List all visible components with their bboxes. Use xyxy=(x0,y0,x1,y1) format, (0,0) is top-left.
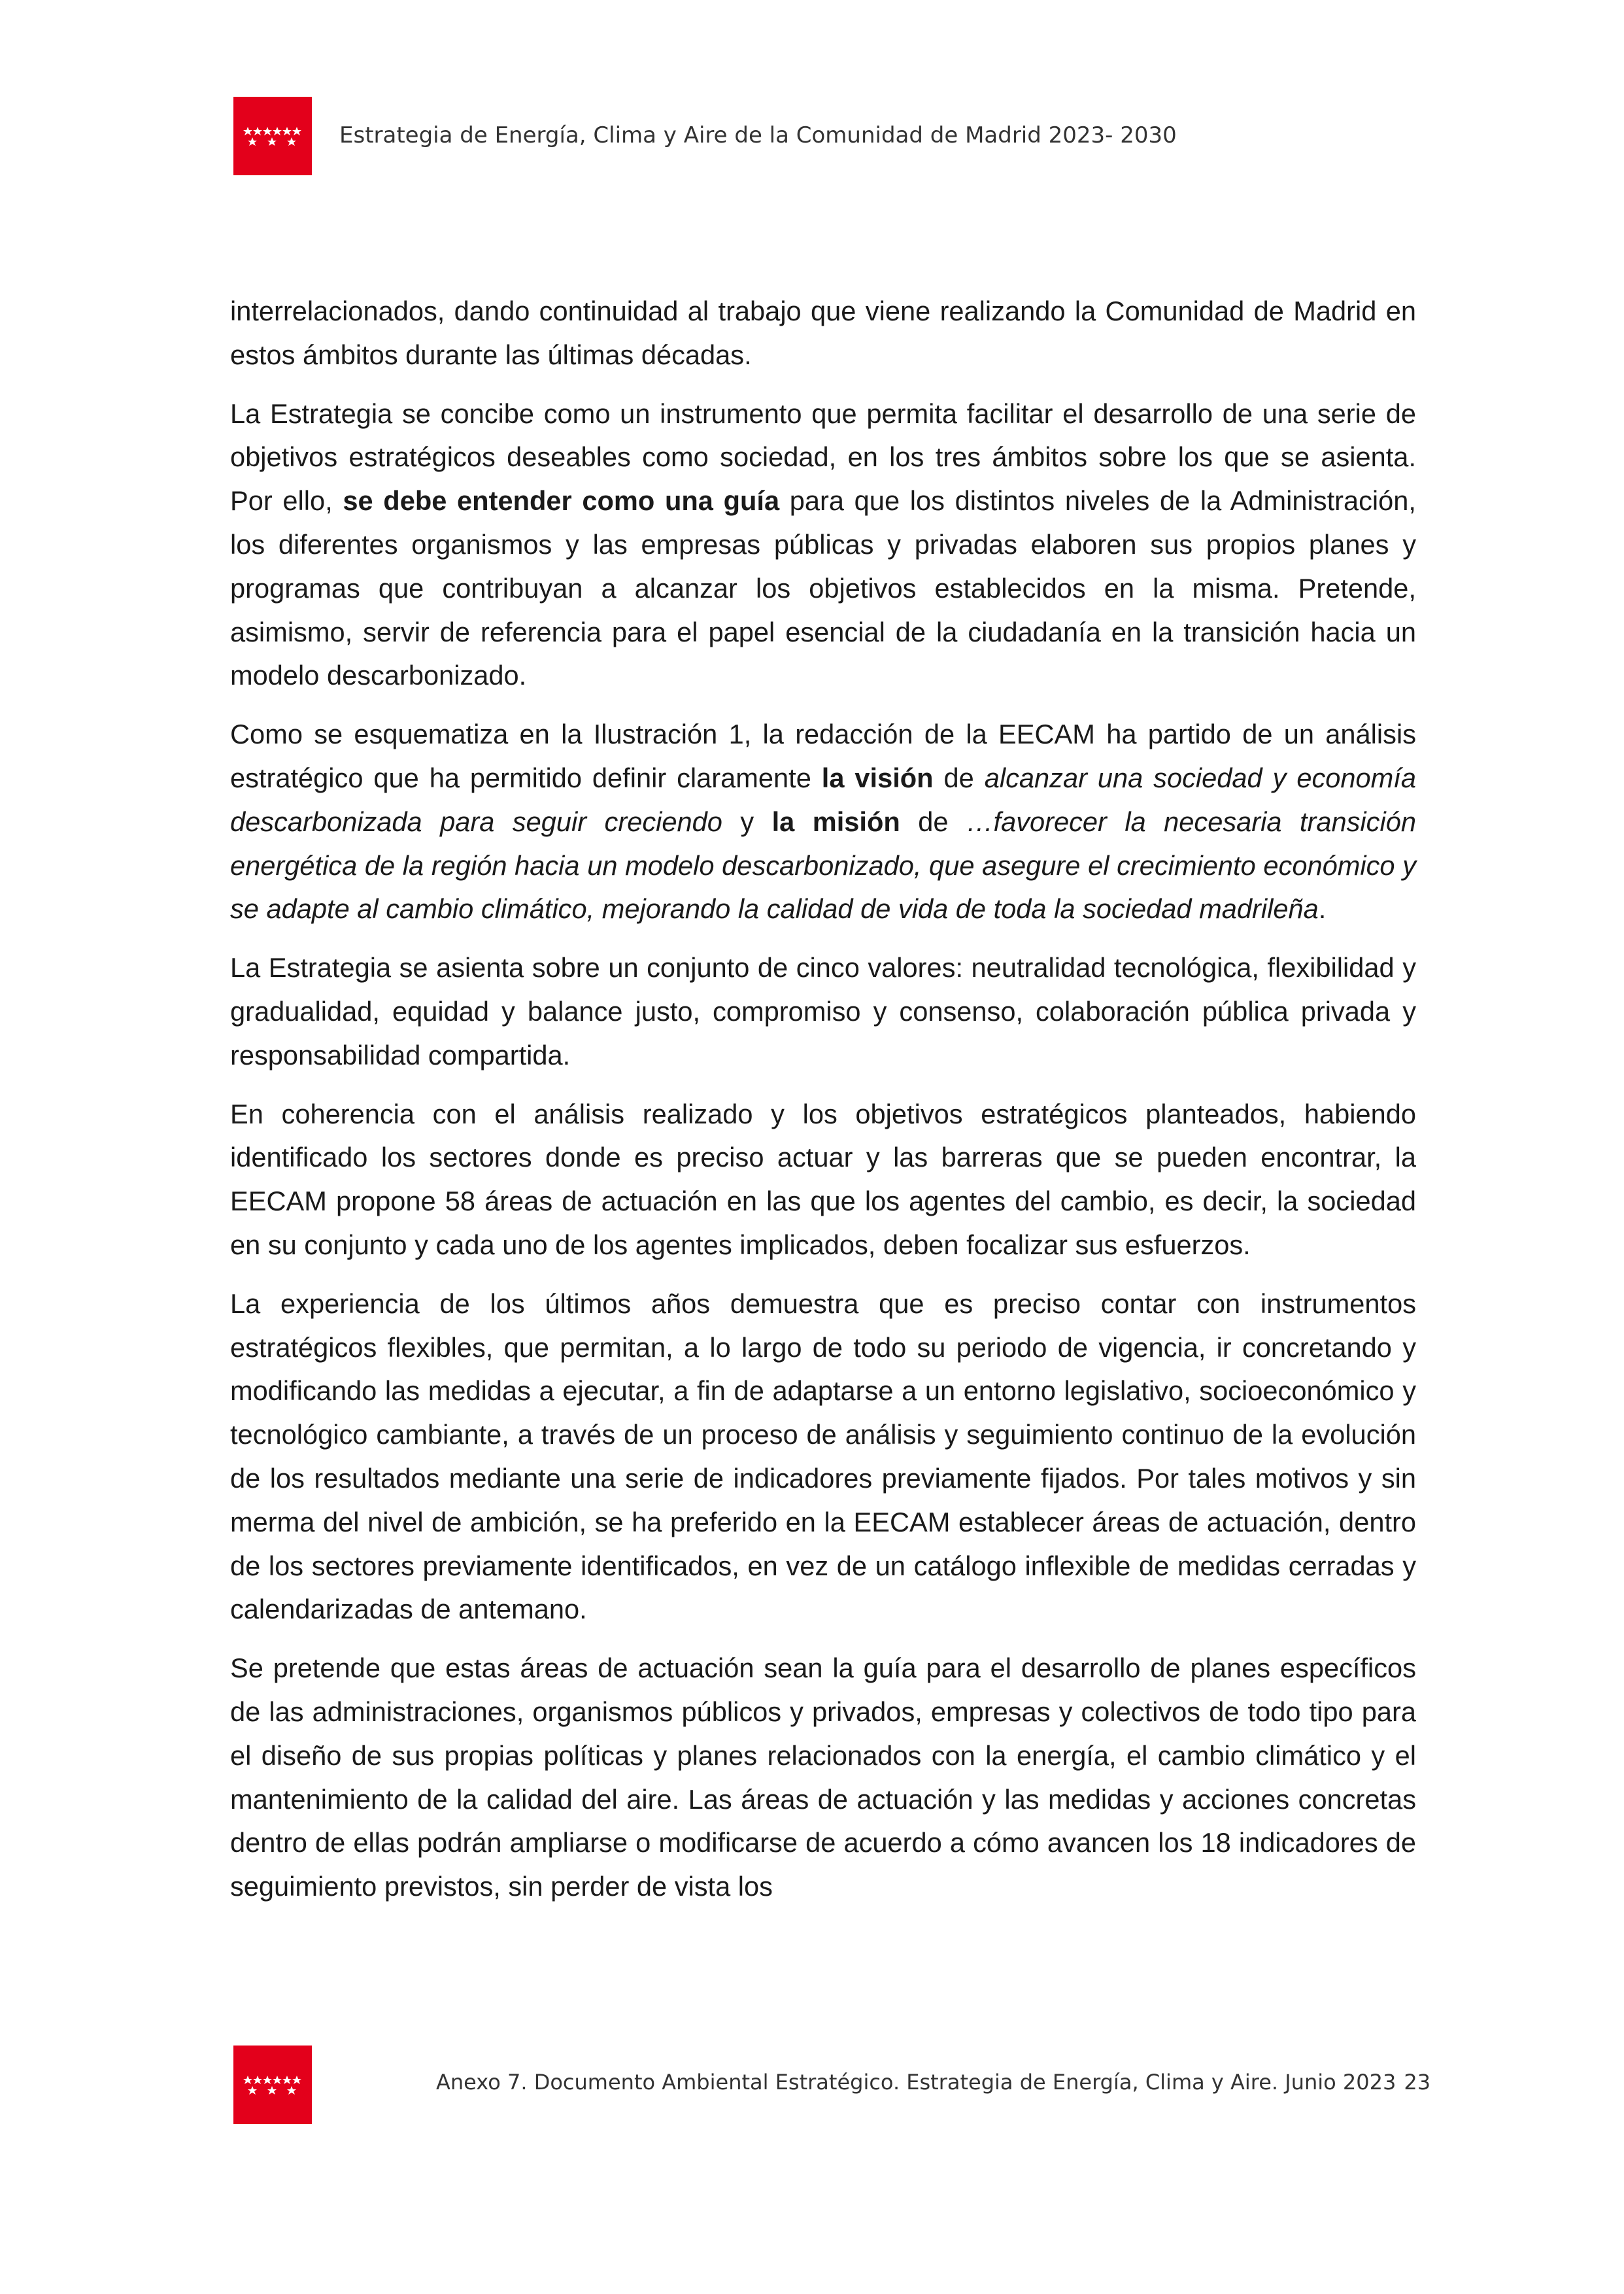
paragraph-3-text-g: de xyxy=(900,806,966,837)
document-footer xyxy=(436,2070,1430,2095)
paragraph-3-italic-vision: alcanzar una sociedad y economía descarbonizada para seguir creciendo xyxy=(230,762,1416,837)
paragraph-3-text-i: . xyxy=(1318,893,1327,925)
paragraph-7: Se pretende que estas áreas de actuación sean la guía para el desarrollo de planes específicos de las administraciones, organismos públicos y privados, empresas y colectivos de todo tipo para el diseño de sus propias políticas y planes relacionados con la energía, el cambio climático y el mantenimiento de la calidad del aire. Las áreas de actuación y las medidas y acciones concretas dentro de ellas podrán ampliarse o modificarse de acuerdo a cómo avancen los 18 indicadores de seguimiento previstos, sin perder de vista los xyxy=(230,1652,1416,1902)
paragraph-2 xyxy=(230,392,1416,698)
document-header-title: Estrategia de Energía, Clima y Aire de la Comunidad de Madrid 2023- 2030 xyxy=(339,122,1177,148)
paragraph-2-text-a: La Estrategia se concibe como un instrumento que permita facilitar el desarrollo de una serie de objetivos estratégicos deseables como sociedad, en los tres ámbitos sobre los que se asienta. Por ello, xyxy=(230,398,1416,517)
paragraph-5: En coherencia con el análisis realizado y los objetivos estratégicos planteados, habiendo identificado los sectores donde es preciso actuar y las barreras que se pueden encontrar, la EECAM propone 58 áreas de actuación en las que los agentes del cambio, es decir, la sociedad en su conjunto y cada uno de los agentes implicados, deben focalizar sus esfuerzos. xyxy=(230,1098,1416,1260)
paragraph-2-bold-guia: se debe entender como una guía xyxy=(343,485,780,517)
document-body xyxy=(230,290,1416,1924)
footer-caption: Anexo 7. Documento Ambiental Estratégico. Estrategia de Energía, Clima y Aire. Junio 2023 xyxy=(436,2070,1396,2095)
paragraph-3-text-c: de xyxy=(933,762,985,793)
paragraph-1: interrelacionados, dando continuidad al trabajo que viene realizando la Comunidad de Madrid en estos ámbitos durante las últimas décadas. xyxy=(230,296,1416,370)
page-number: 23 xyxy=(1404,2070,1431,2095)
paragraph-6: La experiencia de los últimos años demuestra que es preciso contar con instrumentos estratégicos flexibles, que permitan, a lo largo de todo su periodo de vigencia, ir concretando y modificando las medidas a ejecutar, a fin de adaptarse a un entorno legislativo, socioeconómico y tecnológico cambiante, a través de un proceso de análisis y seguimiento continuo de la evolución de los resultados mediante una serie de indicadores previamente fijados. Por tales motivos y sin merma del nivel de ambición, se ha preferido en la EECAM establecer áreas de actuación, dentro de los sectores previamente identificados, en vez de un catálogo inflexible de medidas cerradas y calendarizadas de antemano. xyxy=(230,1288,1416,1625)
paragraph-3-text-a: Como se esquematiza en la Ilustración 1, la redacción de la EECAM ha partido de un análisis estratégico que ha permitido definir claramente xyxy=(230,719,1416,793)
comunidad-madrid-flag-icon xyxy=(233,97,312,175)
paragraph-3-text-e: y xyxy=(722,806,772,837)
comunidad-madrid-flag-icon xyxy=(233,2046,312,2124)
paragraph-3-bold-mision: la misión xyxy=(771,806,900,837)
paragraph-3 xyxy=(230,713,1416,931)
comunidad-madrid-logo-header xyxy=(233,97,312,175)
comunidad-madrid-logo-footer xyxy=(233,2046,312,2124)
paragraph-3-italic-mision: …favorecer la necesaria transición energética de la región hacia un modelo descarbonizado, que asegure el crecimiento económico y se adapte al cambio climático, mejorando la calidad de vida de toda la sociedad madrileña xyxy=(230,806,1416,925)
paragraph-3-bold-vision: la visión xyxy=(821,762,934,793)
paragraph-2-text-c: para que los distintos niveles de la Administración, los diferentes organismos y las empresas públicas y privadas elaboren sus propios planes y programas que contribuyan a alcanzar los objetivos establecidos en la misma. Pretende, asimismo, servir de referencia para el papel esencial de la ciudadanía en la transición hacia un modelo descarbonizado. xyxy=(230,485,1416,691)
paragraph-4: La Estrategia se asienta sobre un conjunto de cinco valores: neutralidad tecnológica, flexibilidad y gradualidad, equidad y balance justo, compromiso y consenso, colaboración pública privada y responsabilidad compartida. xyxy=(230,952,1416,1070)
